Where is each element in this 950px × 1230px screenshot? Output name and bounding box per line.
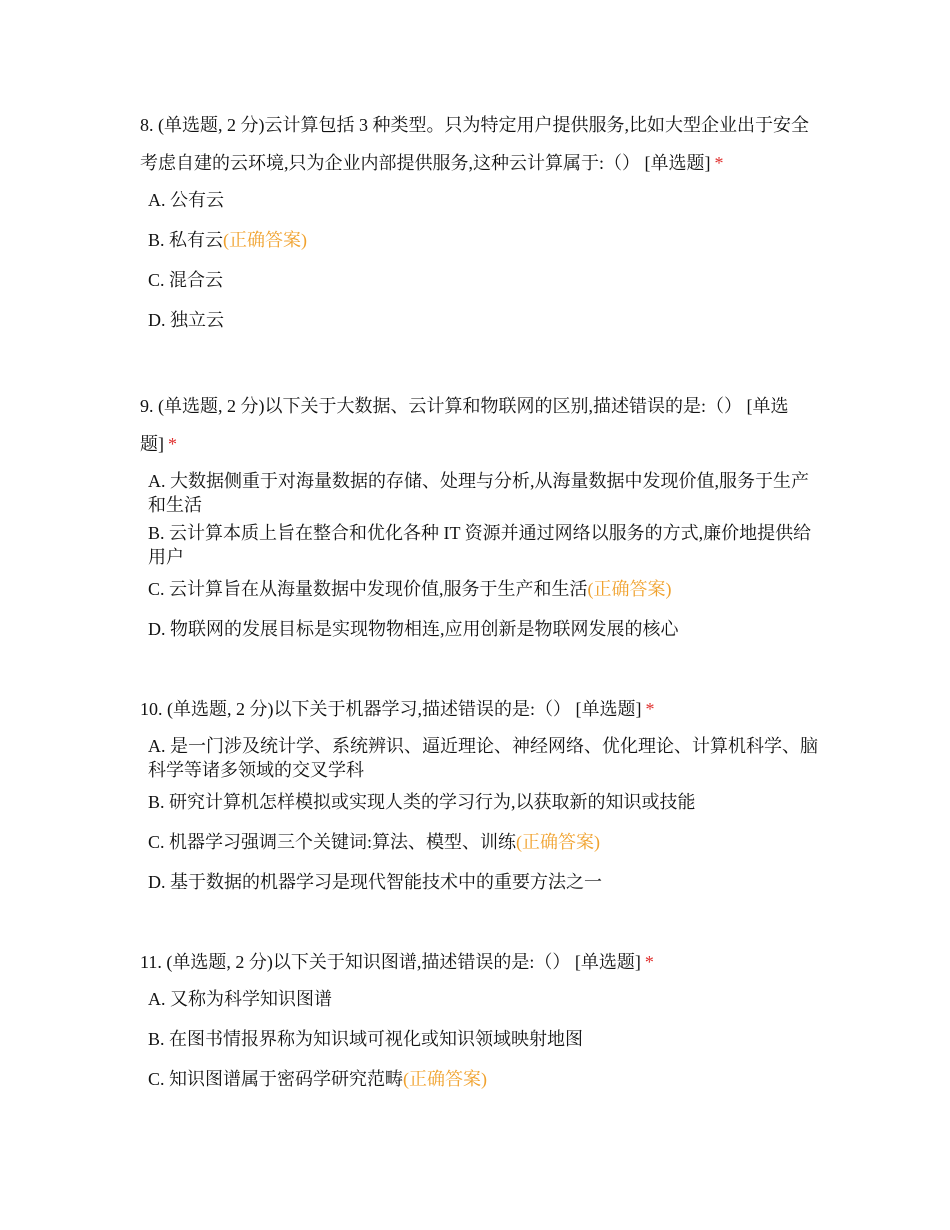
option-b[interactable]: B. 研究计算机怎样模拟或实现人类的学习行为,以获取新的知识或技能: [148, 792, 696, 812]
option-d[interactable]: D. 物联网的发展目标是实现物物相连,应用创新是物联网发展的核心: [148, 619, 679, 639]
option-c[interactable]: C. 机器学习强调三个关键词:算法、模型、训练(正确答案): [148, 832, 601, 852]
option-a[interactable]: A. 大数据侧重于对海量数据的存储、处理与分析,从海量数据中发现价值,服务于生产和生活: [148, 471, 809, 515]
question-title: 9. (单选题, 2 分)以下关于大数据、云计算和物联网的区别,描述错误的是:（） [单选题] *: [140, 396, 789, 454]
option-a[interactable]: A. 又称为科学知识图谱: [148, 989, 332, 1009]
required-mark: *: [714, 153, 724, 173]
correct-answer-label: (正确答案): [403, 1069, 488, 1089]
question-8: [140, 106, 820, 348]
required-mark: *: [168, 434, 177, 454]
option-d[interactable]: D. 基于数据的机器学习是现代智能技术中的重要方法之一: [148, 872, 602, 892]
option-c[interactable]: C. 云计算旨在从海量数据中发现价值,服务于生产和生活(正确答案): [148, 579, 672, 599]
question-title: 11. (单选题, 2 分)以下关于知识图谱,描述错误的是:（） [单选题] *: [140, 952, 654, 972]
option-list: [148, 188, 820, 332]
question-10: [140, 690, 820, 910]
question-11: [140, 943, 820, 1107]
question-title: 10. (单选题, 2 分)以下关于机器学习,描述错误的是:（） [单选题] *: [140, 699, 655, 719]
option-list: [148, 469, 820, 641]
option-list: [148, 734, 820, 894]
option-a[interactable]: A. 公有云: [148, 190, 224, 210]
option-c[interactable]: C. 混合云: [148, 270, 224, 290]
option-list: [148, 987, 820, 1091]
correct-answer-label: (正确答案): [587, 579, 672, 599]
option-d[interactable]: D. 独立云: [148, 310, 224, 330]
required-mark: *: [645, 699, 655, 719]
option-a[interactable]: A. 是一门涉及统计学、系统辨识、逼近理论、神经网络、优化理论、计算机科学、脑科学等诸多领域的交叉学科: [148, 736, 818, 780]
option-c[interactable]: C. 知识图谱属于密码学研究范畴(正确答案): [148, 1069, 488, 1089]
question-title: 8. (单选题, 2 分)云计算包括 3 种类型。只为特定用户提供服务,比如大型企业出于安全考虑自建的云环境,只为企业内部提供服务,这种云计算属于:（） [单选题] *: [140, 115, 809, 173]
option-b[interactable]: B. 云计算本质上旨在整合和优化各种 IT 资源并通过网络以服务的方式,廉价地提供给用户: [148, 523, 812, 567]
correct-answer-label: (正确答案): [223, 230, 308, 250]
question-9: [140, 387, 820, 657]
correct-answer-label: (正确答案): [516, 832, 601, 852]
option-b[interactable]: B. 在图书情报界称为知识域可视化或知识领域映射地图: [148, 1029, 584, 1049]
required-mark: *: [644, 952, 654, 972]
option-b[interactable]: B. 私有云(正确答案): [148, 230, 308, 250]
